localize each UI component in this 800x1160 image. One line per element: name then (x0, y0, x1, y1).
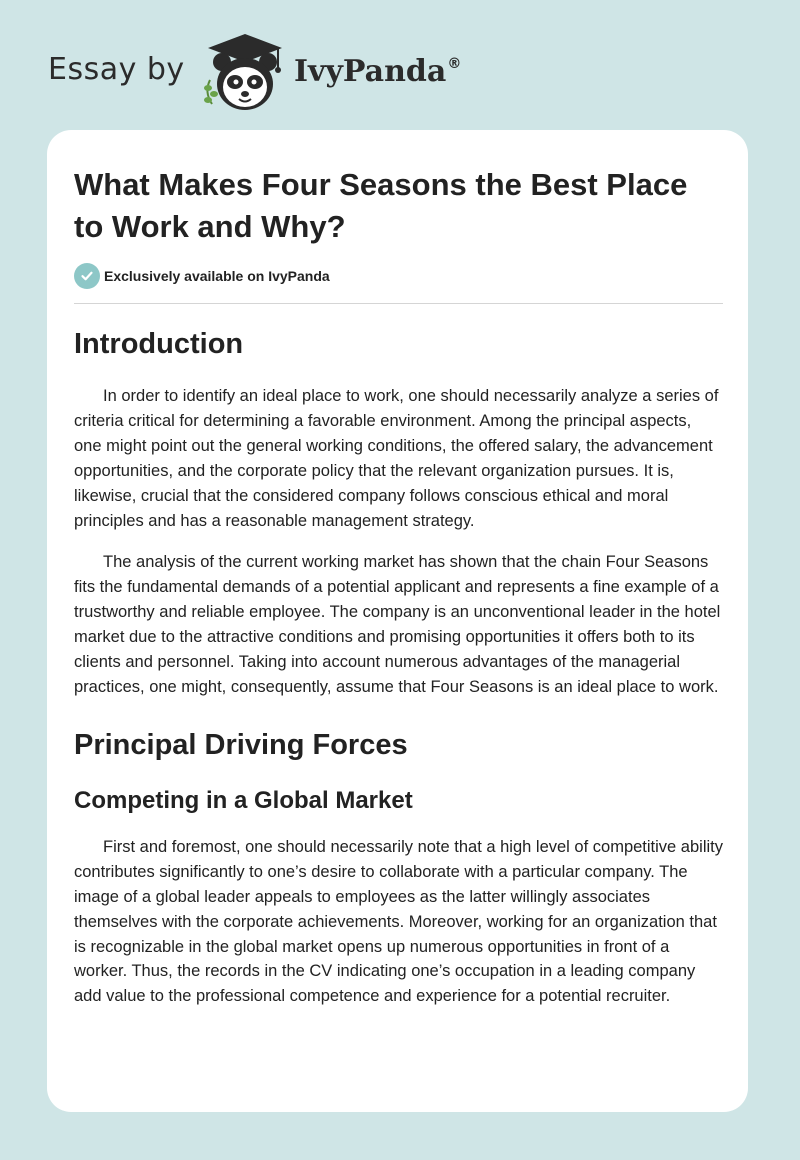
paragraph: In order to identify an ideal place to work, one should necessarily analyze a series of criteria critical for determining a favorable environment. Among the principal aspects, one might point out the general working conditions, the offered salary, the advancement opportunities, and the corporate policy that the relevant organization pursues. It is, likewise, crucial that the considered company follows conscious ethical and moral principles and has a reasonable management strategy. (74, 387, 719, 530)
section-heading-introduction: Introduction (74, 328, 244, 360)
registered-mark: ® (447, 56, 462, 72)
exclusive-label: Exclusively available on IvyPanda (104, 268, 330, 284)
brand-name[interactable] (294, 54, 461, 89)
check-icon (74, 263, 100, 289)
subsection-heading-global-market: Competing in a Global Market (74, 786, 413, 814)
section-heading-driving-forces: Principal Driving Forces (74, 728, 408, 761)
divider (74, 303, 723, 304)
essay-body (74, 322, 723, 1009)
essay-by-label: Essay by (48, 52, 185, 87)
panda-graduate-logo-icon[interactable] (200, 32, 290, 116)
brand-name-text: IvyPanda (294, 54, 447, 89)
paragraph: First and foremost, one should necessarily note that a high level of competitive ability contributes significantly to one’s desire to collaborate with a particular company. The image of a global leader appeals to employees as the latter willingly associates themselves with the corporate achievements. Moreover, working for an organization that is recognizable in the global market opens up numerous opportunities in front of a worker. Thus, the records in the CV indicating one’s occupation in a leading company add value to the professional competence and experience for a potential recruiter. (74, 837, 723, 1006)
essay-card (47, 130, 748, 1112)
site-header (48, 28, 748, 118)
paragraph: The analysis of the current working market has shown that the chain Four Seasons fits the fundamental demands of a potential applicant and represents a fine example of a trustworthy and reliable employee. The company is an unconventional leader in the hotel market due to the attractive conditions and promising opportunities it offers both to its clients and personnel. Taking into account numerous advantages of the managerial practices, one might, consequently, assume that Four Seasons is an ideal place to work. (74, 553, 721, 696)
essay-title: What Makes Four Seasons the Best Place to Work and Why? (74, 167, 688, 244)
exclusive-badge (74, 263, 330, 289)
